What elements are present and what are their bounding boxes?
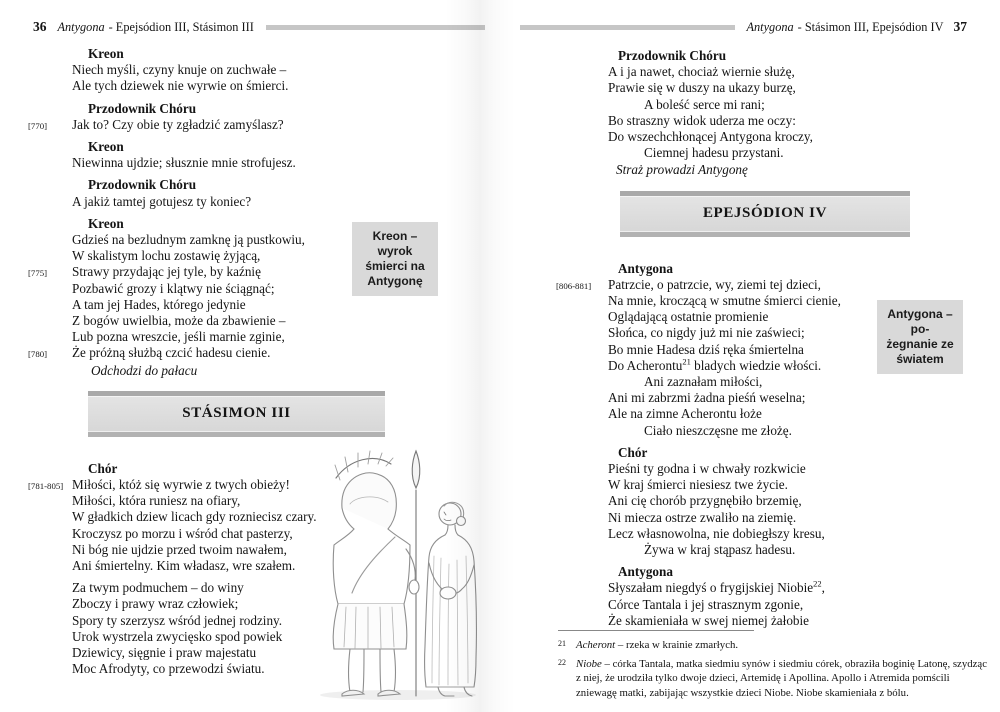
verse-text: Jak to? Czy obie ty zgładzić zamyślasz?	[72, 116, 284, 132]
verse-text: Ani śmiertelny. Kim władasz, wre szałem.	[72, 558, 296, 574]
verse-text: Żywa w kraj stąpasz hadesu.	[644, 542, 796, 558]
margin-note-line: światem	[896, 352, 944, 366]
verse-line	[72, 194, 372, 210]
speaker-name: Antygona	[618, 564, 673, 580]
book-title: Antygona	[746, 20, 794, 34]
verse-text: Strawy przydając jej tyle, by kaźnię	[72, 264, 261, 280]
verse-text: Że skamieniała w swej niemej żałobie	[608, 612, 810, 628]
verse-text: Na mnie, kroczącą w smutne śmierci cienie,	[608, 293, 841, 309]
verse-line	[72, 62, 372, 78]
speech-block	[72, 177, 372, 209]
stage-direction: Odchodzi do pałacu	[91, 362, 198, 378]
verse-text: bladych wiedzie włości.	[690, 357, 822, 373]
footnotes	[556, 630, 990, 704]
speaker-name: Chór	[618, 444, 648, 460]
verse-text: A i ja nawet, chociaż wiernie służę,	[608, 64, 795, 80]
speaker-name: Przodownik Chóru	[618, 48, 727, 63]
page-number: 37	[953, 19, 967, 34]
margin-note-line: Antygona – po-	[887, 307, 953, 336]
footnote-ref: 22	[813, 579, 822, 590]
section-header	[88, 391, 385, 437]
speech-block	[28, 100, 372, 133]
verse-line	[608, 461, 948, 477]
verse-text: Do Acherontu	[608, 357, 683, 373]
verse-line	[72, 78, 372, 94]
verse-text: W gładkich dziew licach gdy rozniecisz czary.	[72, 509, 317, 525]
verse-text: Miłości, któż się wyrwie z twych obieży!	[72, 477, 290, 493]
verse-text: Gdzieś na bezludnym zamknę ją pustkowiu,	[72, 232, 305, 248]
verse-line	[28, 345, 372, 361]
verse-text: Pozbawić grozy i klątwy nie ściągnąć;	[72, 280, 275, 296]
verse-text: Pieśni ty godna i w chwały rozkwicie	[608, 461, 806, 477]
margin-note-line: Antygonę	[367, 274, 423, 288]
verse-text: Dziewicy, sięgnie i praw majestatu	[72, 645, 257, 661]
running-head-chapters: - Stásimon III, Epejsódion IV	[797, 20, 944, 34]
verse-line	[72, 297, 372, 313]
page-header-left	[33, 20, 485, 34]
warrior-and-woman-sketch-svg	[298, 444, 492, 704]
verse-text: Ni miecza ostrze zwaliło na ziemię.	[608, 509, 797, 525]
verse-text: Ale tych dziewek nie wyrwie on śmierci.	[72, 78, 289, 94]
verse-text: Ani cię chorób przygnębiło brzemię,	[608, 493, 802, 509]
verse-line	[72, 281, 372, 297]
verse-line	[608, 477, 948, 493]
verse-text: Miłości, która runiesz na ofiary,	[72, 493, 241, 509]
verse-text: Ale na zimne Acherontu łoże	[608, 406, 762, 422]
verse-text: Że próżną służbą czcić hadesu cienie.	[72, 345, 271, 361]
verse-text: Urok wystrzela zwycięsko spod powiek	[72, 628, 283, 644]
line-number: [780]	[28, 349, 48, 360]
speech-block	[72, 46, 372, 95]
speaker-name: Kreon	[88, 215, 124, 231]
footnote	[556, 638, 990, 653]
margin-note-line: żegnanie ze	[886, 337, 954, 351]
margin-note-line: Kreon – wyrok	[372, 229, 418, 258]
footnote-separator	[558, 630, 754, 631]
footnote	[556, 657, 990, 701]
speech-block	[608, 48, 948, 161]
verse-line	[608, 493, 948, 509]
verse-line	[608, 597, 948, 613]
verse-text: W skalistym lochu zostawię żyjącą,	[72, 248, 261, 264]
verse-text: Słońca, co nigdy już mi nie zaświeci;	[608, 325, 805, 341]
section-header	[620, 191, 910, 237]
verse-line	[72, 329, 372, 345]
verse-text: A jakiż tamtej gotujesz ty koniec?	[72, 193, 252, 209]
verse-text: Patrzcie, o patrzcie, wy, ziemi tej dzieci,	[608, 276, 821, 292]
header-rule	[266, 25, 485, 30]
line-number: [775]	[28, 268, 48, 279]
verse-line	[608, 580, 948, 596]
verse-text: W kraj śmierci niesiesz twe życie.	[608, 477, 788, 493]
speaker-name: Kreon	[88, 46, 124, 61]
line-number: [770]	[28, 120, 48, 131]
speaker-name: Chór	[88, 460, 118, 476]
verse-text: Kroczysz po morzu i wśród chat pasterzy,	[72, 525, 293, 541]
verse-line	[644, 97, 948, 113]
verse-text: Słyszałam niegdyś o frygijskiej Niobie	[608, 580, 814, 596]
verse-text: Do wszechchłonącej Antygona kroczy,	[608, 129, 813, 145]
verse-text: Za twym podmuchem – do winy	[72, 580, 244, 596]
verse-text: Córce Tantala i jej strasznym zgonie,	[608, 596, 804, 612]
verse-text: Niech myśli, czyny knuje on zuchwałe –	[72, 62, 287, 78]
verse-text: Niewinna ujdzie; słusznie mnie strofujesz.	[72, 155, 296, 171]
page-header-right	[520, 20, 967, 34]
verse-line	[608, 80, 948, 96]
verse-text: Zboczy i prawy wraz człowiek;	[72, 596, 239, 612]
margin-note-antygona-farewell	[877, 300, 963, 374]
footnote-term: Acheront	[576, 639, 616, 651]
footnote-text: – rzeka w krainie zmarłych.	[615, 639, 739, 651]
verse-line	[72, 313, 372, 329]
verse-text: Bo mnie Hadesa dziś ręka śmiertelna	[608, 341, 804, 357]
margin-note-kreon-verdict	[352, 222, 438, 296]
footnote-number: 22	[558, 657, 566, 667]
verse-text: ,	[821, 580, 825, 596]
verse-line	[608, 526, 948, 542]
line-number: [806-881]	[556, 280, 592, 291]
verse-line	[608, 113, 948, 129]
stage-direction: Straż prowadzi Antygonę	[616, 162, 748, 178]
footnote-number: 21	[558, 639, 566, 648]
running-head	[747, 20, 944, 34]
speech-block	[28, 215, 372, 362]
verse-text: Ani mi zabrzmi żadna pieśń weselna;	[608, 390, 806, 406]
verse-text: Ciało nieszczęsne me złożę.	[644, 422, 792, 438]
speech-block	[608, 564, 948, 629]
running-head-chapters: - Epejsódion III, Stásimon III	[108, 20, 254, 34]
verse-text: Lub pozna wreszcie, jeśli marnie zginie,	[72, 329, 285, 345]
verse-line	[608, 129, 948, 145]
verse-text: Lecz własnowolna, nie dobiegłszy kresu,	[608, 525, 825, 541]
speaker-name: Przodownik Chóru	[88, 100, 197, 116]
verse-line	[556, 276, 948, 293]
verse-text: Ciemnej hadesu przystani.	[644, 145, 784, 161]
page-37	[500, 0, 1000, 712]
speaker-name: Antygona	[618, 260, 673, 276]
section-title: STÁSIMON III	[182, 404, 291, 421]
footnote-ref: 21	[682, 356, 691, 367]
verse-text: Moc Afrodyty, co przewodzi światu.	[72, 661, 265, 677]
speaker-name: Kreon	[88, 139, 124, 155]
verse-line	[608, 390, 948, 406]
verse-text: Spory ty szerzysz wśród jednej rodziny.	[72, 612, 283, 628]
section-title: EPEJSÓDION IV	[702, 204, 828, 221]
verse-text: Ni bóg nie ujdzie przed twoim nawałem,	[72, 541, 287, 557]
verse-line	[608, 613, 948, 629]
verse-text: Bo straszny widok uderza me oczy:	[608, 112, 796, 128]
verse-text: A tam jej Hades, którego jedynie	[72, 296, 246, 312]
verse-line	[608, 510, 948, 526]
verse-line	[644, 374, 948, 390]
verse-line	[644, 145, 948, 161]
page-number: 36	[33, 19, 47, 34]
footnote-term: Niobe	[576, 657, 602, 670]
speech-block	[608, 445, 948, 558]
speech-block	[72, 139, 372, 171]
verse-line	[72, 155, 372, 171]
verse-text: Prawie się w duszy na ukazy burzę,	[608, 80, 796, 96]
verse-line	[608, 64, 948, 80]
margin-note-line: śmierci na	[365, 259, 425, 273]
verse-text: A boleść serce mi rani;	[644, 96, 765, 112]
book-title: Antygona	[57, 20, 105, 34]
header-rule	[520, 25, 735, 30]
verse-line	[608, 406, 948, 422]
speaker-name: Przodownik Chóru	[88, 177, 197, 193]
verse-text: Oglądającą ostatnie promienie	[608, 309, 769, 325]
verse-text: Ani zaznałam miłości,	[644, 374, 763, 390]
verse-line	[28, 264, 372, 280]
verse-line	[28, 116, 372, 133]
warrior-and-woman-illustration	[298, 444, 492, 704]
verse-line	[72, 248, 372, 264]
verse-line	[644, 542, 948, 558]
line-number: [781-805]	[28, 481, 64, 492]
running-head	[58, 20, 254, 34]
footnote-text: – córka Tantala, matka siedmiu synów i siedmiu córek, obraziła boginię Latonę, szydząc z niej, że urodziła tylko dwoje dzieci, Artemidę i Apollina. Apollo i Atremida pomścili zniewagę matki, zabijając wszystkie dzieci Niobe. Niobe skamieniała z bólu.	[576, 657, 988, 699]
verse-line	[72, 232, 372, 248]
verse-line	[644, 423, 948, 439]
verse-text: Z bogów uwielbia, może da zbawienie –	[72, 313, 286, 329]
